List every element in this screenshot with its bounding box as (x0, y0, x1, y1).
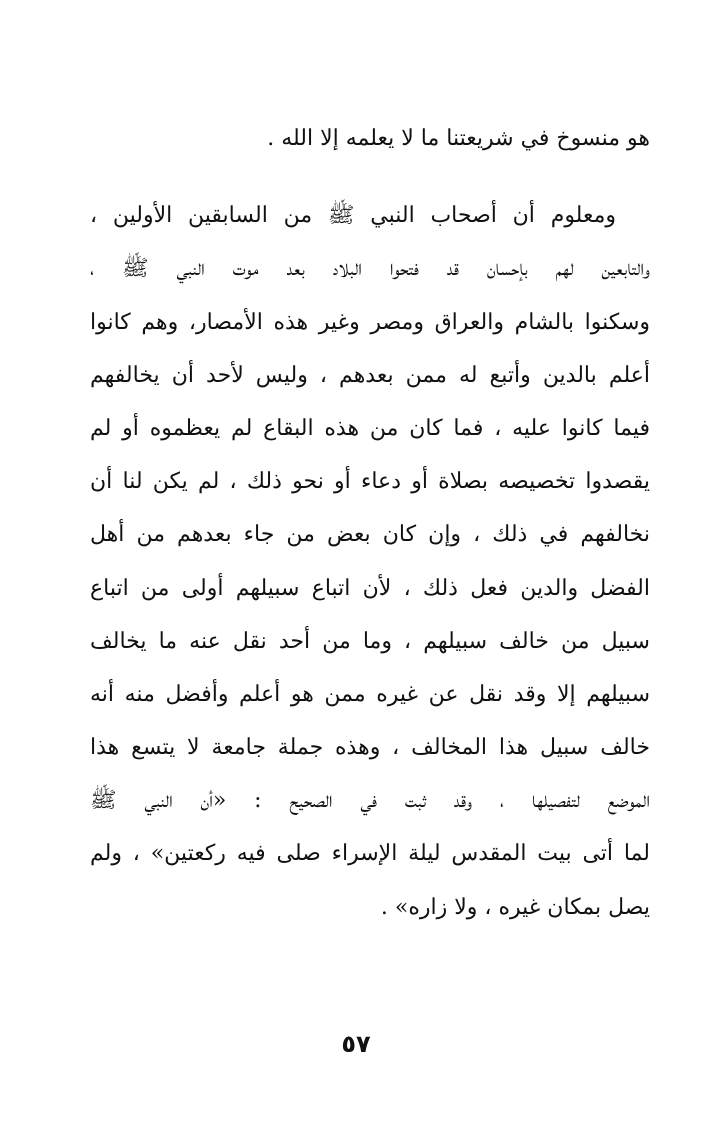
text-line: الفضل والدين فعل ذلك ، لأن اتباع سبيلهم أولى من اتباع (90, 575, 650, 601)
text-line: وسكنوا بالشام والعراق ومصر وغير هذه الأمصار، وهم كانوا (90, 309, 650, 335)
text-line: خالف سبيل هذا المخالف ، وهذه جملة جامعة لا يتسع هذا (90, 735, 650, 761)
text-line: يصل بمكان غيره ، ولا زاره» . (380, 894, 650, 920)
text-line: سبيل من خالف سبيلهم ، وما من أحد نقل عنه ما يخالف (90, 628, 650, 654)
text-line: ومعلوم أن أصحاب النبي ﷺ من السابقين الأولين ، (90, 203, 616, 229)
text-line: والتابعين لهم بإحسان قد فتحوا البلاد بعد موت النبي ﷺ ، (90, 256, 650, 282)
paragraph-gap (90, 165, 650, 189)
page-number: ٥٧ (341, 1030, 371, 1058)
text-line: سبيلهم إلا وقد نقل عن غيره ممن هو أعلم وأفضل منه أنه (90, 681, 650, 707)
text-line: لما أتى بيت المقدس ليلة الإسراء صلى فيه ركعتين» ، ولم (90, 841, 650, 867)
text-line: نخالفهم في ذلك ، وإن كان بعض من جاء بعدهم من أهل (90, 522, 650, 548)
page-body (90, 112, 650, 934)
text-line: يقصدوا تخصيصه بصلاة أو دعاء أو نحو ذلك ، لم يكن لنا أن (90, 469, 650, 495)
text-line: فيما كانوا عليه ، فما كان من هذه البقاع لم يعظموه أو لم (90, 415, 650, 441)
text-line: هو منسوخ في شريعتنا ما لا يعلمه إلا الله . (267, 126, 650, 151)
text-line: الموضع لتفصيلها ، وقد ثبت في الصحيح : «أن النبي ﷺ (90, 788, 650, 814)
text-line: أعلم بالدين وأتبع له ممن بعدهم ، وليس لأحد أن يخالفهم (90, 362, 650, 388)
